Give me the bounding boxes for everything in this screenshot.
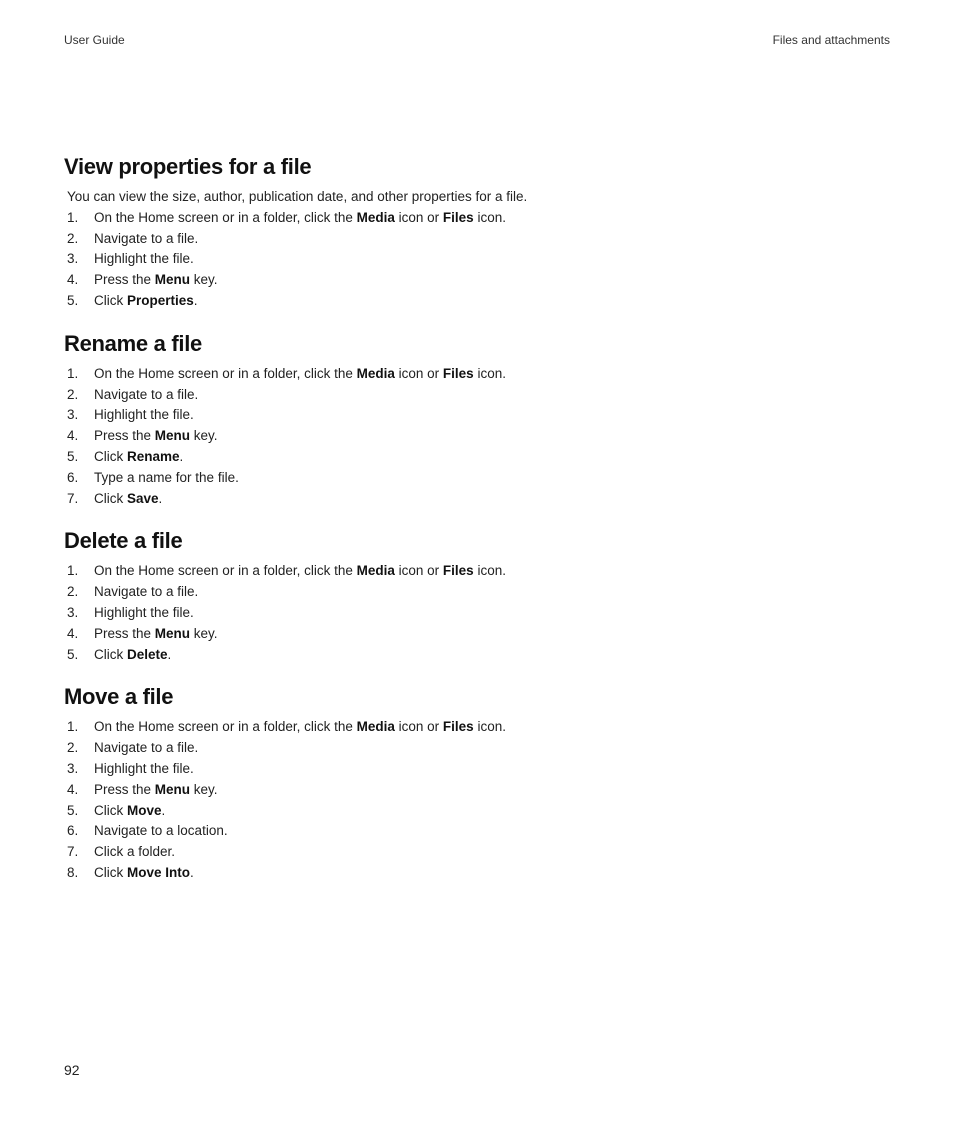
step-number: 1. [67, 563, 79, 579]
step-text: Navigate to a file. [94, 386, 199, 402]
ui-term: Menu [154, 428, 191, 444]
step-number: 4. [67, 625, 79, 641]
step-number: 5. [67, 448, 79, 464]
step-number: 7. [67, 490, 79, 506]
running-header-left: User Guide [64, 33, 125, 47]
ui-term: Save [127, 490, 159, 506]
ui-term: Move Into [127, 864, 190, 880]
section-1 [64, 329, 890, 510]
step-text: Navigate to a file. [94, 230, 199, 246]
step-text: key. [190, 625, 218, 641]
step-item [64, 489, 890, 510]
step-number: 3. [67, 604, 79, 620]
step-number: 2. [67, 584, 79, 600]
ui-term: Menu [154, 272, 191, 288]
step-item [64, 801, 890, 822]
step-item [64, 603, 890, 624]
ui-term: Files [442, 209, 474, 225]
ui-term: Media [356, 563, 395, 579]
step-text: Click [94, 448, 127, 464]
step-item [64, 405, 890, 426]
ui-term: Media [356, 719, 395, 735]
step-item [64, 291, 890, 312]
section-3 [64, 682, 890, 883]
steps-list [64, 561, 890, 665]
step-item [64, 561, 890, 582]
step-number: 3. [67, 407, 79, 423]
step-item [64, 645, 890, 666]
step-text: Navigate to a location. [94, 823, 228, 839]
ui-term: Media [356, 365, 395, 381]
step-text: Click [94, 864, 127, 880]
step-item [64, 717, 890, 738]
ui-term: Menu [154, 625, 191, 641]
step-text: . [158, 490, 163, 506]
step-text: icon. [473, 563, 506, 579]
step-text: . [190, 864, 194, 880]
step-item [64, 624, 890, 645]
step-item [64, 229, 890, 250]
step-item [64, 426, 890, 447]
step-text: Highlight the file. [94, 604, 194, 620]
step-text: Press the [94, 428, 155, 444]
step-item [64, 249, 890, 270]
step-text: key. [190, 272, 218, 288]
step-item [64, 821, 890, 842]
step-number: 5. [67, 292, 79, 308]
step-text: Highlight the file. [94, 407, 194, 423]
section-0 [64, 152, 890, 312]
step-number: 4. [67, 781, 79, 797]
section-title: View properties for a file [64, 154, 312, 179]
steps-list [64, 208, 890, 312]
ui-term: Properties [127, 292, 194, 308]
step-number: 2. [67, 230, 79, 246]
step-text: . [167, 646, 172, 662]
step-number: 5. [67, 646, 79, 662]
step-text: . [179, 448, 184, 464]
section-2 [64, 526, 890, 665]
step-text: icon. [473, 365, 506, 381]
step-item [64, 759, 890, 780]
step-text: On the Home screen or in a folder, click the [94, 365, 357, 381]
step-text: Click [94, 802, 127, 818]
ui-term: Rename [127, 448, 180, 464]
step-text: icon or [394, 563, 443, 579]
step-text: Highlight the file. [94, 251, 194, 267]
step-text: icon or [394, 719, 443, 735]
step-number: 6. [67, 469, 79, 485]
step-number: 7. [67, 844, 79, 860]
ui-term: Media [356, 209, 395, 225]
step-item [64, 208, 890, 229]
step-number: 4. [67, 272, 79, 288]
ui-term: Menu [154, 781, 191, 797]
step-text: Click [94, 490, 127, 506]
step-text: Type a name for the file. [94, 469, 239, 485]
step-number: 1. [67, 209, 79, 225]
step-text: Press the [94, 625, 155, 641]
step-text: On the Home screen or in a folder, click the [94, 563, 357, 579]
step-text: icon. [473, 209, 506, 225]
ui-term: Files [442, 365, 474, 381]
step-text: key. [190, 428, 218, 444]
section-title: Move a file [64, 684, 174, 710]
page-number: 92 [64, 1062, 80, 1078]
step-item [64, 582, 890, 603]
section-intro: You can view the size, author, publication date, and other properties for a file. [67, 189, 528, 204]
step-item [64, 270, 890, 291]
step-number: 1. [67, 719, 79, 735]
step-text: Press the [94, 781, 155, 797]
step-text: Navigate to a file. [94, 584, 199, 600]
step-text: Click a folder. [94, 844, 176, 860]
step-text: key. [190, 781, 218, 797]
step-item [64, 447, 890, 468]
ui-term: Delete [127, 646, 168, 662]
step-number: 6. [67, 823, 79, 839]
step-text: icon or [394, 365, 443, 381]
ui-term: Move [127, 802, 162, 818]
step-text: Highlight the file. [94, 760, 194, 776]
step-item [64, 364, 890, 385]
step-text: . [193, 292, 198, 308]
step-number: 2. [67, 740, 79, 756]
step-text: icon or [394, 209, 443, 225]
step-text: icon. [473, 719, 506, 735]
step-number: 3. [67, 760, 79, 776]
step-item [64, 842, 890, 863]
step-number: 1. [67, 365, 79, 381]
steps-list [64, 717, 890, 883]
section-title: Rename a file [64, 330, 202, 356]
step-text: On the Home screen or in a folder, click the [94, 719, 357, 735]
step-number: 5. [67, 802, 79, 818]
steps-list [64, 364, 890, 510]
step-text: Click [94, 646, 127, 662]
step-number: 4. [67, 428, 79, 444]
step-number: 8. [67, 864, 79, 880]
running-header-right: Files and attachments [772, 33, 890, 47]
step-text: Navigate to a file. [94, 740, 199, 756]
ui-term: Files [442, 719, 474, 735]
ui-term: Files [442, 563, 474, 579]
step-number: 2. [67, 386, 79, 402]
step-number: 3. [67, 251, 79, 267]
step-text: Press the [94, 272, 155, 288]
step-text: Click [94, 292, 127, 308]
section-title: Delete a file [64, 528, 183, 554]
step-item [64, 863, 890, 884]
step-text: On the Home screen or in a folder, click the [94, 209, 357, 225]
step-text: . [161, 802, 166, 818]
step-item [64, 385, 890, 406]
step-item [64, 780, 890, 801]
step-item [64, 468, 890, 489]
document-body [64, 152, 890, 901]
step-item [64, 738, 890, 759]
